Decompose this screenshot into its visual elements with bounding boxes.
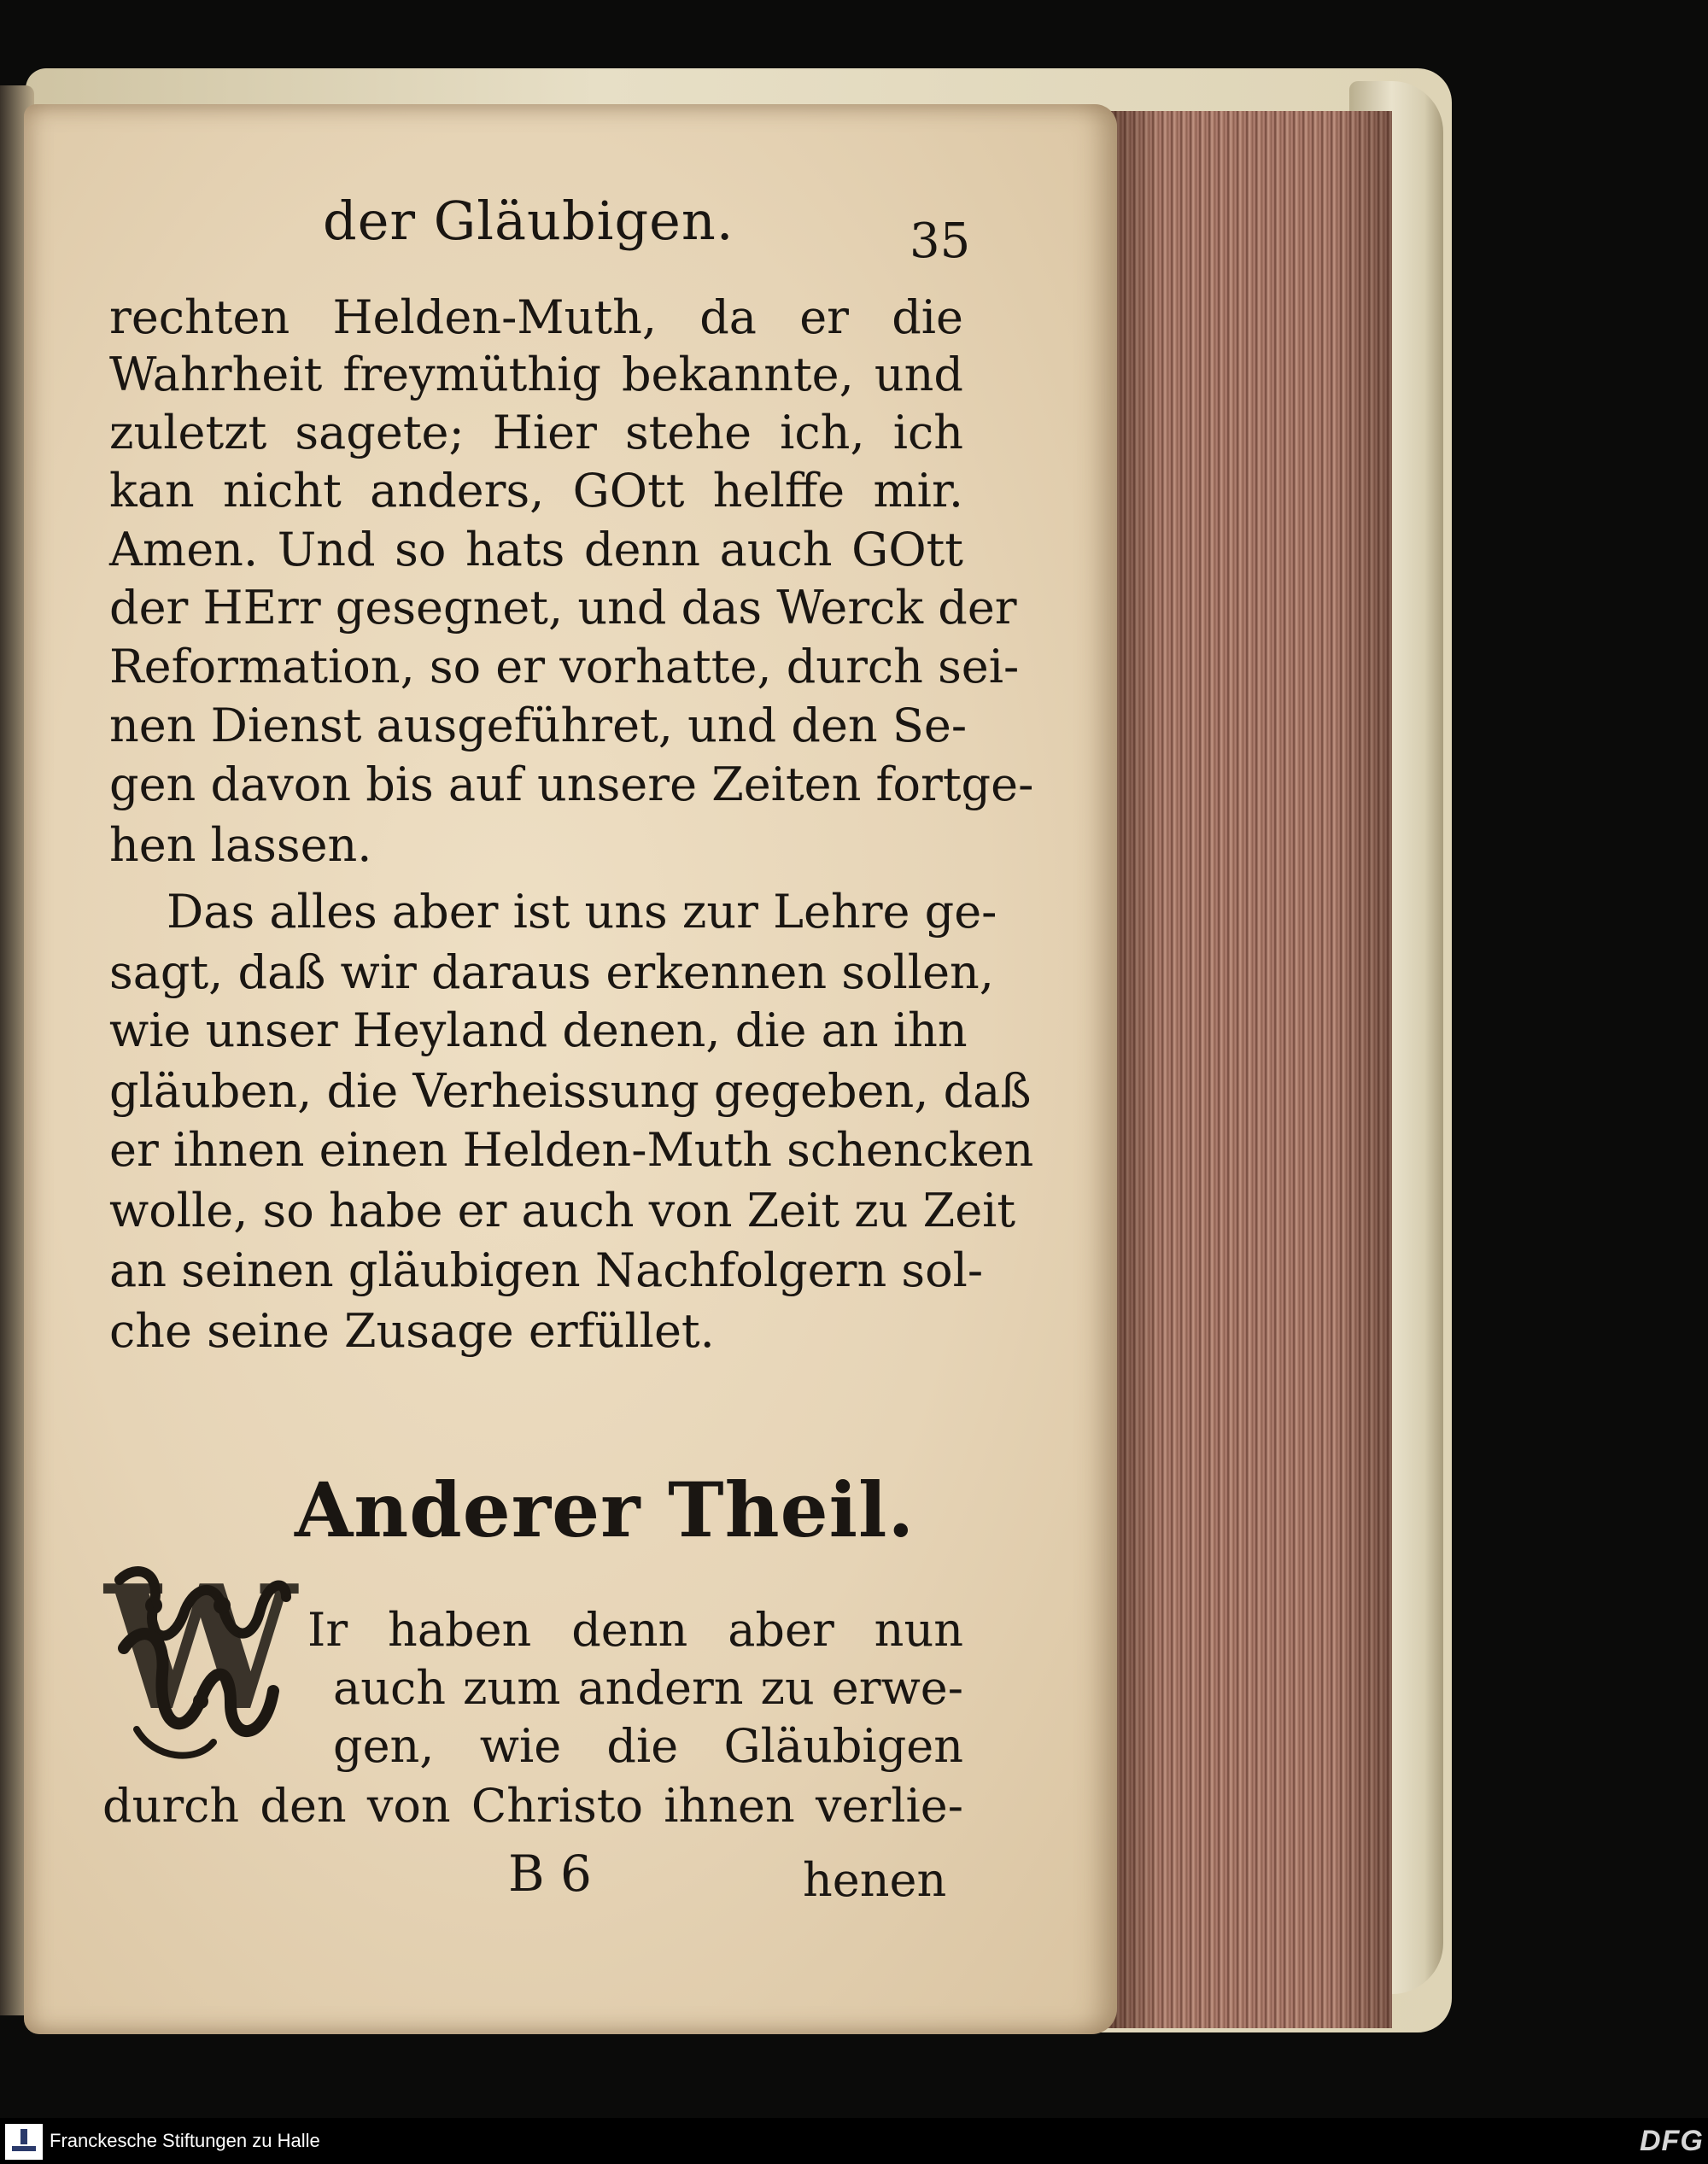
text-line: hen lassen. bbox=[109, 818, 372, 872]
text-line: wolle, so habe er auch von Zeit zu Zeit bbox=[109, 1184, 1016, 1237]
signature-mark: B 6 bbox=[508, 1845, 592, 1903]
institution-logo bbox=[5, 2124, 43, 2160]
catchword: henen bbox=[803, 1853, 947, 1907]
text-line: der HErr gesegnet, und das Werck der bbox=[109, 581, 1017, 635]
initial-letter: W bbox=[104, 1548, 297, 1749]
page-number: 35 bbox=[910, 213, 971, 269]
decorated-initial bbox=[102, 1546, 299, 1776]
text-line: nen Dienst ausgeführet, und den Se- bbox=[109, 699, 968, 752]
text-line: kan nicht anders, GOtt helffe mir. bbox=[109, 464, 963, 518]
section-title: Anderer Theil. bbox=[295, 1465, 915, 1554]
text-line: durch den von Christo ihnen verlie- bbox=[102, 1779, 963, 1833]
text-line: Amen. Und so hats denn auch GOtt bbox=[109, 523, 963, 576]
text-line: gläuben, die Verheissung gegeben, daß bbox=[109, 1064, 1032, 1118]
institution-name: Franckesche Stiftungen zu Halle bbox=[50, 2130, 320, 2151]
text-line: er ihnen einen Helden-Muth schencken bbox=[109, 1123, 1034, 1177]
text-line: an seinen gläubigen Nachfolgern sol- bbox=[109, 1243, 984, 1297]
funder-logo: DFG bbox=[1640, 2125, 1704, 2157]
text-line: Das alles aber ist uns zur Lehre ge- bbox=[167, 885, 997, 939]
text-line: sagt, daß wir daraus erkennen sollen, bbox=[109, 945, 994, 999]
running-head: der Gläubigen. bbox=[323, 190, 734, 252]
text-line: Reformation, so er vorhatte, durch sei- bbox=[109, 640, 1020, 693]
logo-base bbox=[12, 2146, 36, 2151]
text-line: Ir haben denn aber nun bbox=[307, 1603, 963, 1657]
text-line: zuletzt sagete; Hier stehe ich, ich bbox=[109, 406, 963, 459]
page-edges-shade bbox=[1102, 111, 1392, 2028]
text-line: gen, wie die Gläubigen bbox=[333, 1719, 963, 1773]
text-line: auch zum andern zu erwe- bbox=[333, 1661, 963, 1715]
text-line: che seine Zusage erfüllet. bbox=[109, 1304, 715, 1358]
text-line: gen davon bis auf unsere Zeiten fortge- bbox=[109, 757, 1034, 811]
text-line: rechten Helden-Muth, da er die bbox=[109, 290, 963, 344]
logo-mark-icon bbox=[20, 2129, 27, 2144]
text-line: wie unser Heyland denen, die an ihn bbox=[109, 1003, 968, 1057]
text-line: Wahrheit freymüthig bekannte, und bbox=[109, 348, 963, 401]
